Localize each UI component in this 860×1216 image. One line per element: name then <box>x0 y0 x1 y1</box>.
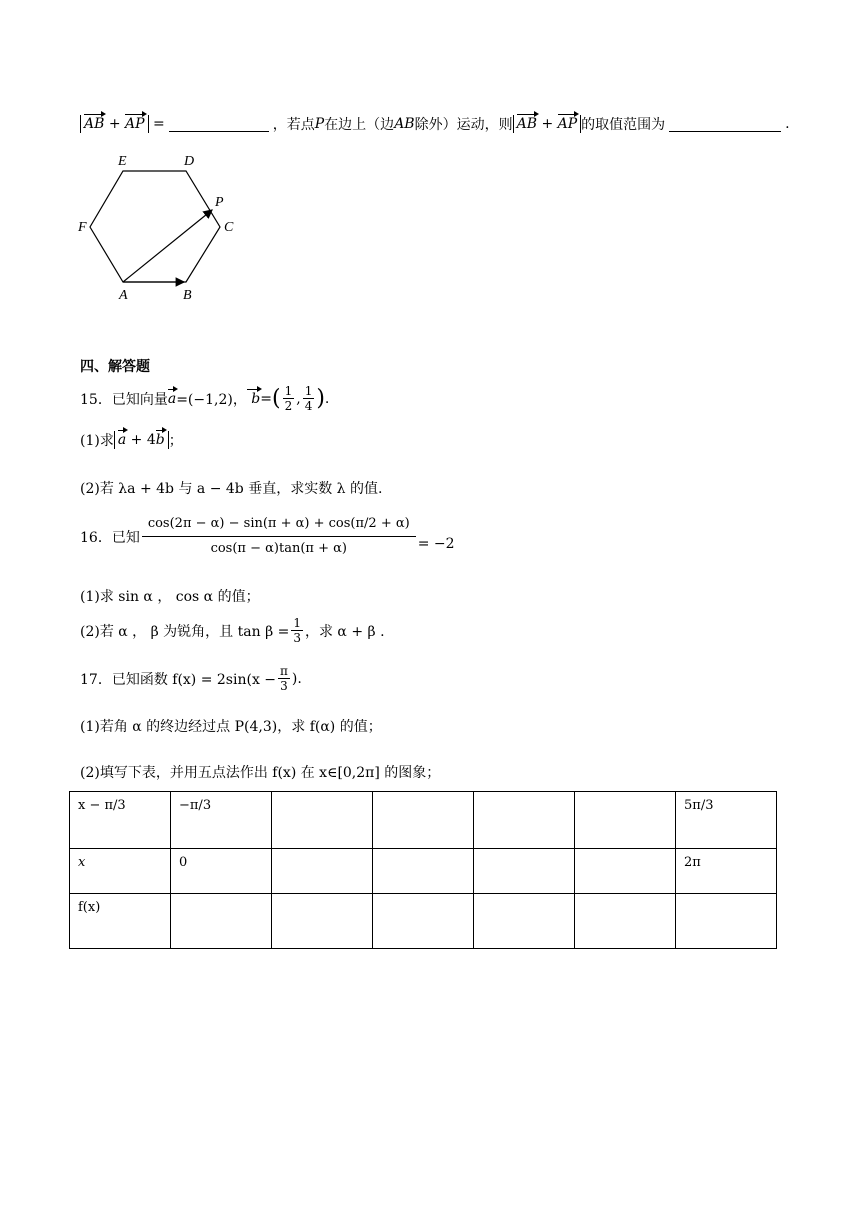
vector-ap <box>123 210 212 282</box>
q16-part1: (1)求 sin α ， cos α 的值； <box>80 589 260 605</box>
q15-part2: (2)若 λa + 4b 与 a − 4b 垂直，求实数 λ 的值. <box>80 481 383 497</box>
q15-stem: 15．已知向量 a =(−1,2)， b = ( $\frac{1}{2}$ , $\frac{1}{4}$ ) . <box>80 384 330 413</box>
table-cell[interactable] <box>474 894 575 949</box>
q14-abs-expr-2: AB + AP <box>513 115 582 133</box>
five-point-table <box>69 791 777 949</box>
table-cell: x − π/3 <box>70 792 171 849</box>
table-cell: 5π/3 <box>676 792 777 849</box>
label-f: F <box>78 220 87 235</box>
table-cell[interactable] <box>575 849 676 894</box>
q16-part2: (2)若 α ， β 为锐角，且 tan β = $\frac{1}{3}$ ，求 α + β . <box>80 616 385 645</box>
q14-tail-line: AB + AP = ，若点 P 在边上（边 AB 除外）运动，则 AB + AP 的取值范围为 . <box>80 114 790 134</box>
table-cell[interactable] <box>373 894 474 949</box>
hexagon-outline <box>90 171 220 282</box>
answer-blank-2[interactable] <box>669 117 781 132</box>
table-cell[interactable] <box>272 894 373 949</box>
table-row <box>70 849 777 894</box>
table-cell: −π/3 <box>171 792 272 849</box>
label-e: E <box>118 154 127 169</box>
q16-fraction: $\frac{\cos(2\pi - \alpha) - \sin(\pi + \alpha) + \cos(\pi/2 + \alpha)}{\cos(\pi - \alpha)\tan(\pi + \alpha)}$ <box>142 512 416 561</box>
table-cell[interactable] <box>474 849 575 894</box>
table-cell: f(x) <box>70 894 171 949</box>
table-cell[interactable] <box>474 792 575 849</box>
table-cell: 2π <box>676 849 777 894</box>
q17-stem: 17．已知函数 f(x) = 2sin(x − $\frac{\pi}{3}$ ). <box>80 664 302 693</box>
table-cell[interactable] <box>272 792 373 849</box>
q14-abs-expr: AB + AP <box>80 115 149 133</box>
table-cell[interactable] <box>676 894 777 949</box>
table-cell[interactable] <box>373 792 474 849</box>
table-cell: x <box>70 849 171 894</box>
label-d: D <box>184 154 195 169</box>
q15-part1: (1)求 a + 4 b ； <box>80 432 183 449</box>
table-cell[interactable] <box>575 792 676 849</box>
table-cell[interactable] <box>575 894 676 949</box>
table-cell[interactable] <box>272 849 373 894</box>
table-cell[interactable] <box>171 894 272 949</box>
label-b: B <box>183 288 192 303</box>
hexagon-diagram <box>70 150 250 310</box>
answer-blank-1[interactable] <box>169 117 269 132</box>
q17-part1: (1)若角 α 的终边经过点 P(4,3)，求 f(α) 的值； <box>80 719 382 735</box>
label-p: P <box>215 195 224 210</box>
table-cell[interactable] <box>373 849 474 894</box>
label-c: C <box>224 220 234 235</box>
q16-stem: 16．已知 $\frac{\cos(2\pi - \alpha) - \sin(\pi + \alpha) + \cos(\pi/2 + \alpha)}{\cos(\pi - \alpha)\tan(\pi + \alpha)}$ = −2 <box>80 512 455 561</box>
label-a: A <box>119 288 128 303</box>
table-row <box>70 894 777 949</box>
table-row <box>70 792 777 849</box>
section-heading: 四、解答题 <box>80 359 150 375</box>
table-cell: 0 <box>171 849 272 894</box>
q17-part2: (2)填写下表，并用五点法作出 f(x) 在 x∈[0,2π] 的图象； <box>80 765 441 781</box>
